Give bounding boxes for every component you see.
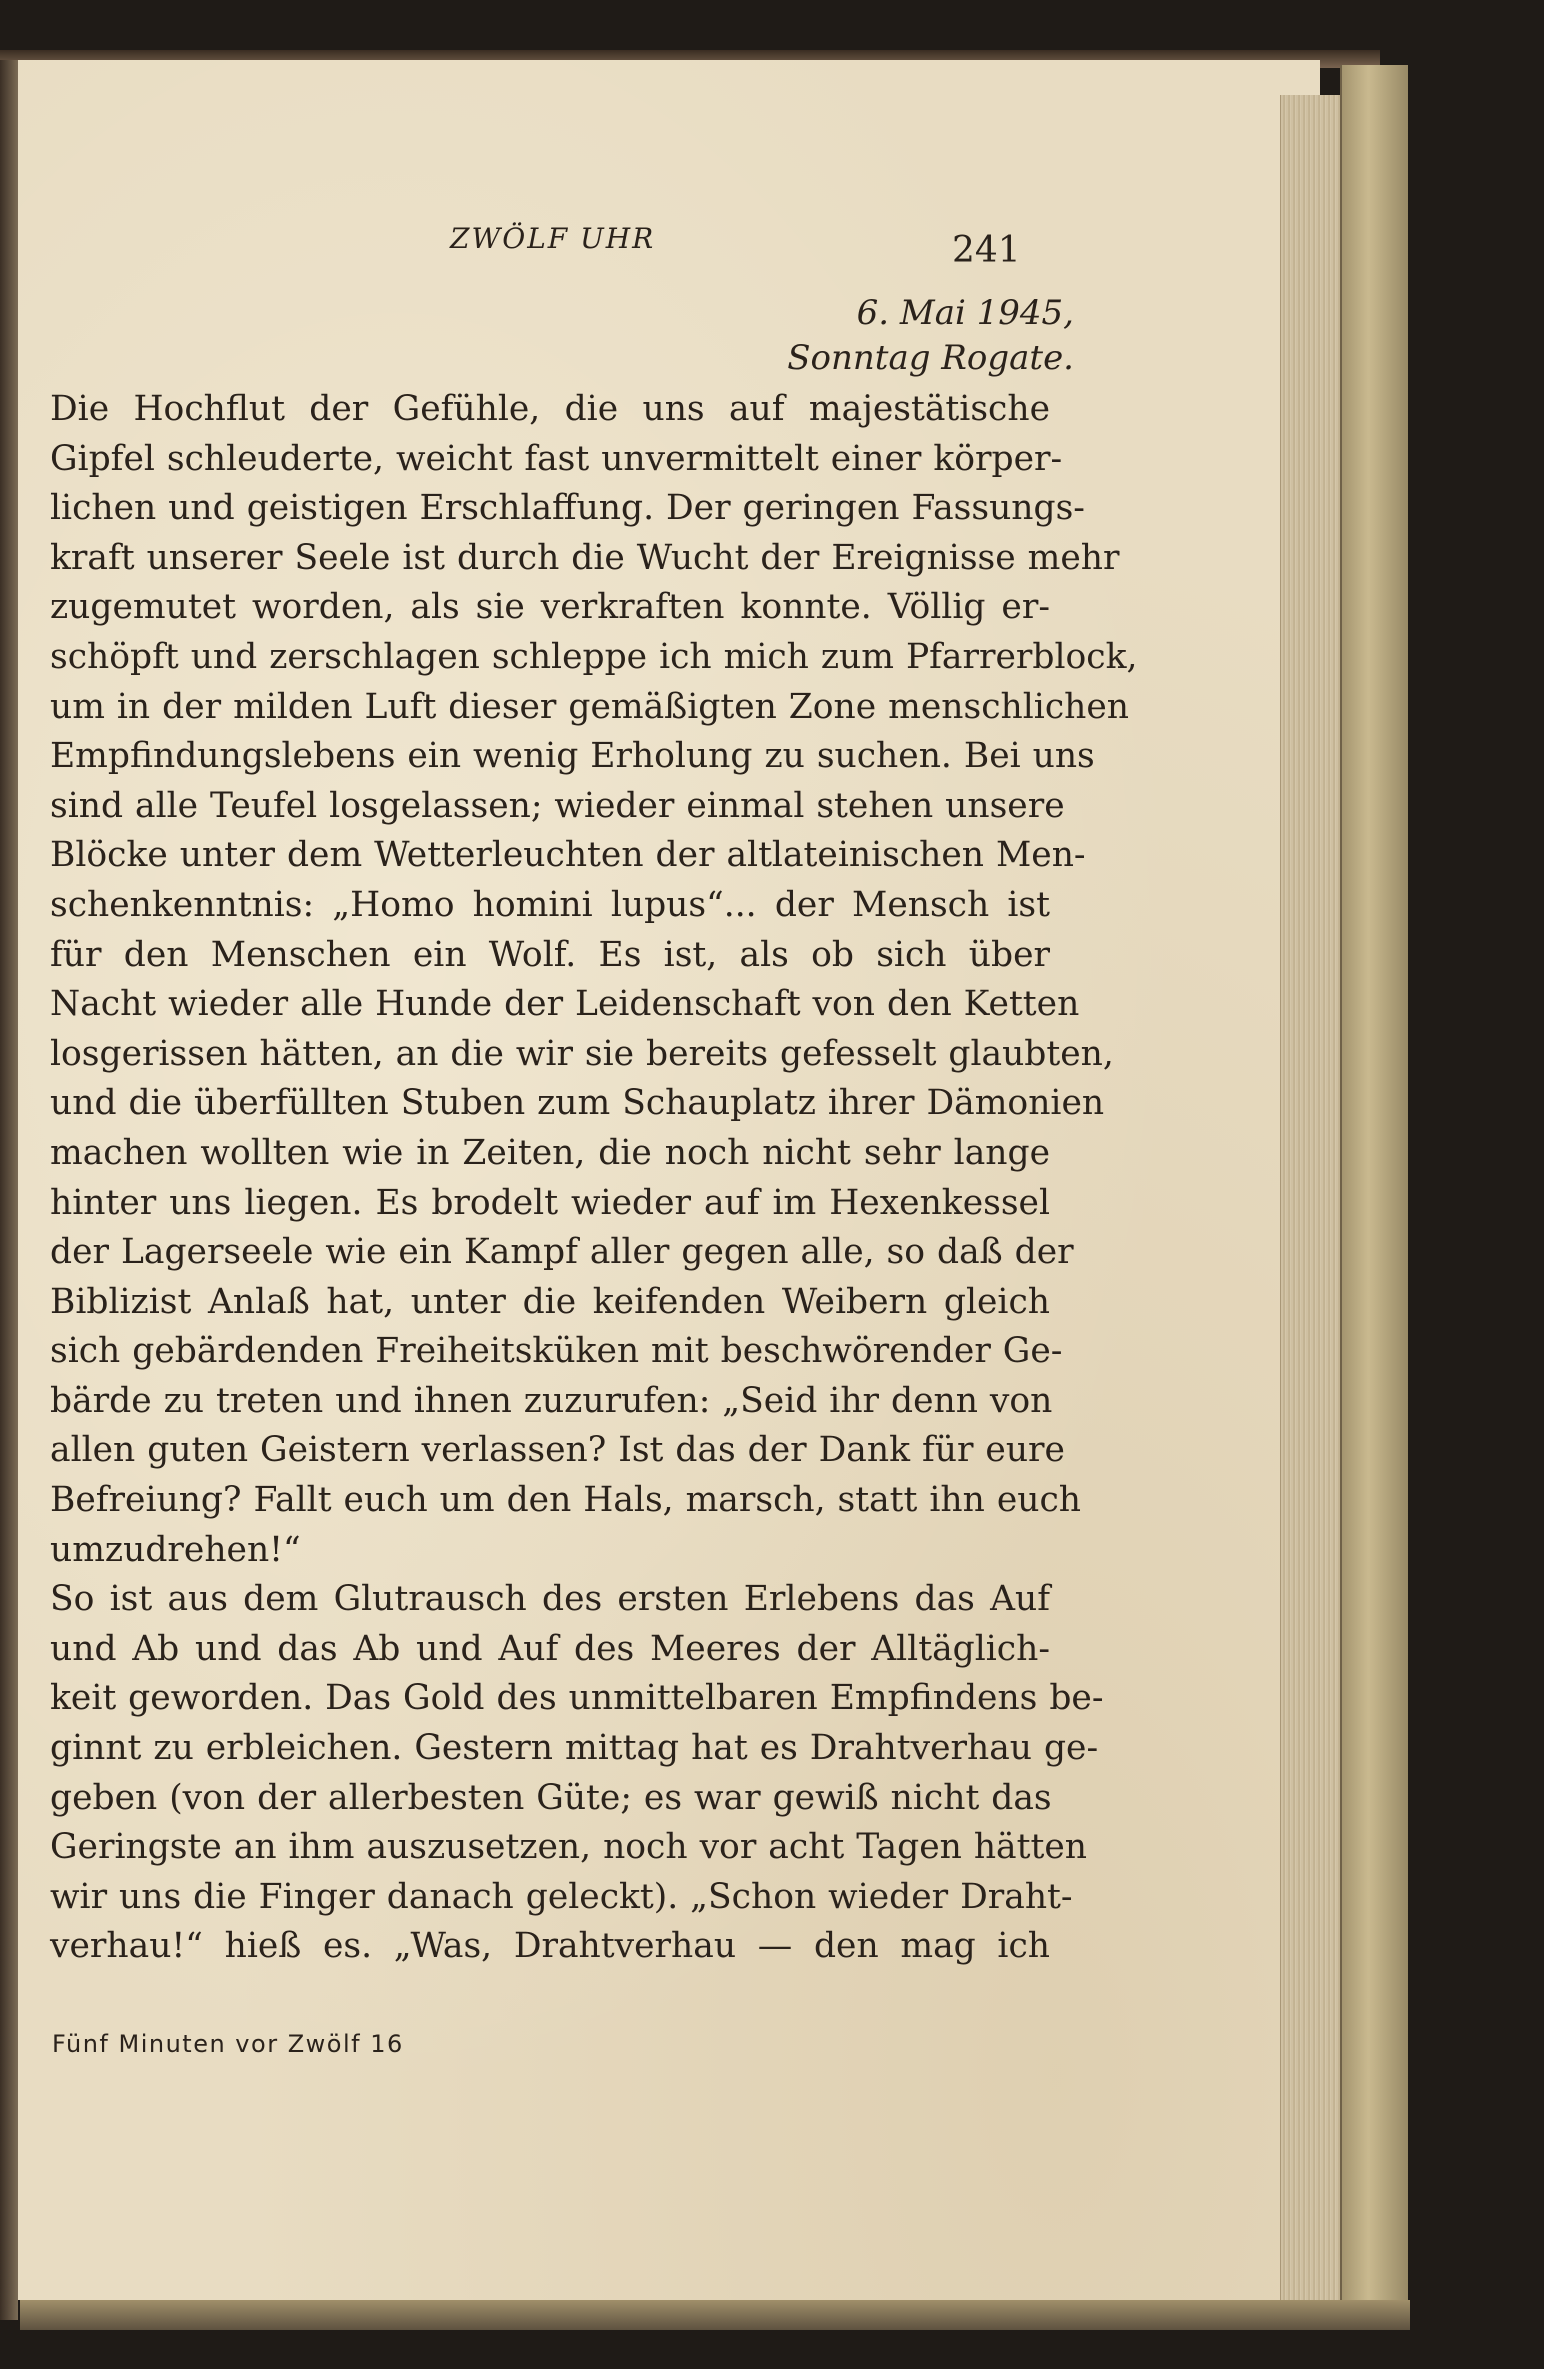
text-line: verhau!“ hieß es. „Was, Drahtverhau — den mag ich bbox=[50, 1926, 1050, 1967]
page-edges bbox=[1280, 95, 1341, 2305]
text-line: und Ab und das Ab und Auf des Meeres der Alltäglich- bbox=[50, 1628, 1050, 1669]
text-line: wir uns die Finger danach geleckt). „Schon wieder Draht- bbox=[50, 1876, 1073, 1917]
text-line: Blöcke unter dem Wetterleuchten der altlateinischen Men- bbox=[50, 835, 1086, 876]
text-line: hinter uns liegen. Es brodelt wieder auf im Hexenkessel bbox=[50, 1182, 1050, 1223]
text-line: Gipfel schleuderte, weicht fast unvermittelt einer körper- bbox=[50, 438, 1063, 479]
body-text bbox=[50, 385, 1138, 1972]
text-line: ginnt zu erbleichen. Gestern mittag hat es Drahtverhau ge- bbox=[50, 1728, 1099, 1769]
text-line: Befreiung? Fallt euch um den Hals, marsch, statt ihn euch bbox=[50, 1480, 1081, 1521]
text-line: Nacht wieder alle Hunde der Leidenschaft von den Ketten bbox=[50, 984, 1080, 1025]
signature-footer: Fünf Minuten vor Zwölf 16 bbox=[52, 2030, 404, 2058]
text-line: schöpft und zerschlagen schleppe ich mich zum Pfarrerblock, bbox=[50, 636, 1138, 677]
page-number: 241 bbox=[952, 230, 1021, 271]
text-line: zugemutet worden, als sie verkraften konnte. Völlig er- bbox=[50, 587, 1050, 628]
text-line: umzudrehen!“ bbox=[50, 1529, 301, 1570]
text-line: um in der milden Luft dieser gemäßigten Zone menschlichen bbox=[50, 686, 1129, 727]
text-line: Die Hochflut der Gefühle, die uns auf majestätische bbox=[50, 389, 1050, 429]
text-line: geben (von der allerbesten Güte; es war gewiß nicht das bbox=[50, 1777, 1052, 1818]
text-line: losgerissen hätten, an die wir sie bereits gefesselt glaubten, bbox=[50, 1033, 1114, 1074]
text-line: machen wollten wie in Zeiten, die noch nicht sehr lange bbox=[50, 1132, 1050, 1173]
text-line: So ist aus dem Glutrausch des ersten Erlebens das Auf bbox=[50, 1579, 1050, 1620]
text-line: allen guten Geistern verlassen? Ist das der Dank für eure bbox=[50, 1430, 1065, 1471]
text-line: kraft unserer Seele ist durch die Wucht der Ereignisse mehr bbox=[50, 537, 1120, 578]
text-line: schenkenntnis: „Homo homini lupus“... der Mensch ist bbox=[50, 884, 1050, 925]
text-line: Geringste an ihm auszusetzen, noch vor acht Tagen hätten bbox=[50, 1827, 1087, 1868]
entry-day: Sonntag Rogate. bbox=[787, 338, 1074, 378]
book-cover-edge bbox=[1340, 65, 1408, 2325]
text-line: für den Menschen ein Wolf. Es ist, als ob sich über bbox=[50, 934, 1050, 975]
book-gutter bbox=[0, 60, 18, 2320]
text-line: Empfindungslebens ein wenig Erholung zu suchen. Bei uns bbox=[50, 736, 1095, 777]
entry-date: 6. Mai 1945, bbox=[856, 293, 1074, 333]
book-cover-bottom bbox=[20, 2300, 1410, 2330]
text-line: und die überfüllten Stuben zum Schauplatz ihrer Dämonien bbox=[50, 1083, 1105, 1124]
text-line: sich gebärdenden Freiheitsküken mit beschwörender Ge- bbox=[50, 1331, 1063, 1372]
text-line: keit geworden. Das Gold des unmittelbaren Empfindens be- bbox=[50, 1678, 1104, 1719]
text-line: Biblizist Anlaß hat, unter die keifenden Weibern gleich bbox=[50, 1281, 1050, 1322]
text-line: sind alle Teufel losgelassen; wieder einmal stehen unsere bbox=[50, 785, 1065, 826]
text-line: bärde zu treten und ihnen zuzurufen: „Seid ihr denn von bbox=[50, 1380, 1053, 1421]
running-head: ZWÖLF UHR bbox=[450, 222, 656, 255]
text-line: der Lagerseele wie ein Kampf aller gegen alle, so daß der bbox=[50, 1232, 1074, 1273]
text-line: lichen und geistigen Erschlaffung. Der geringen Fassungs- bbox=[50, 488, 1085, 529]
